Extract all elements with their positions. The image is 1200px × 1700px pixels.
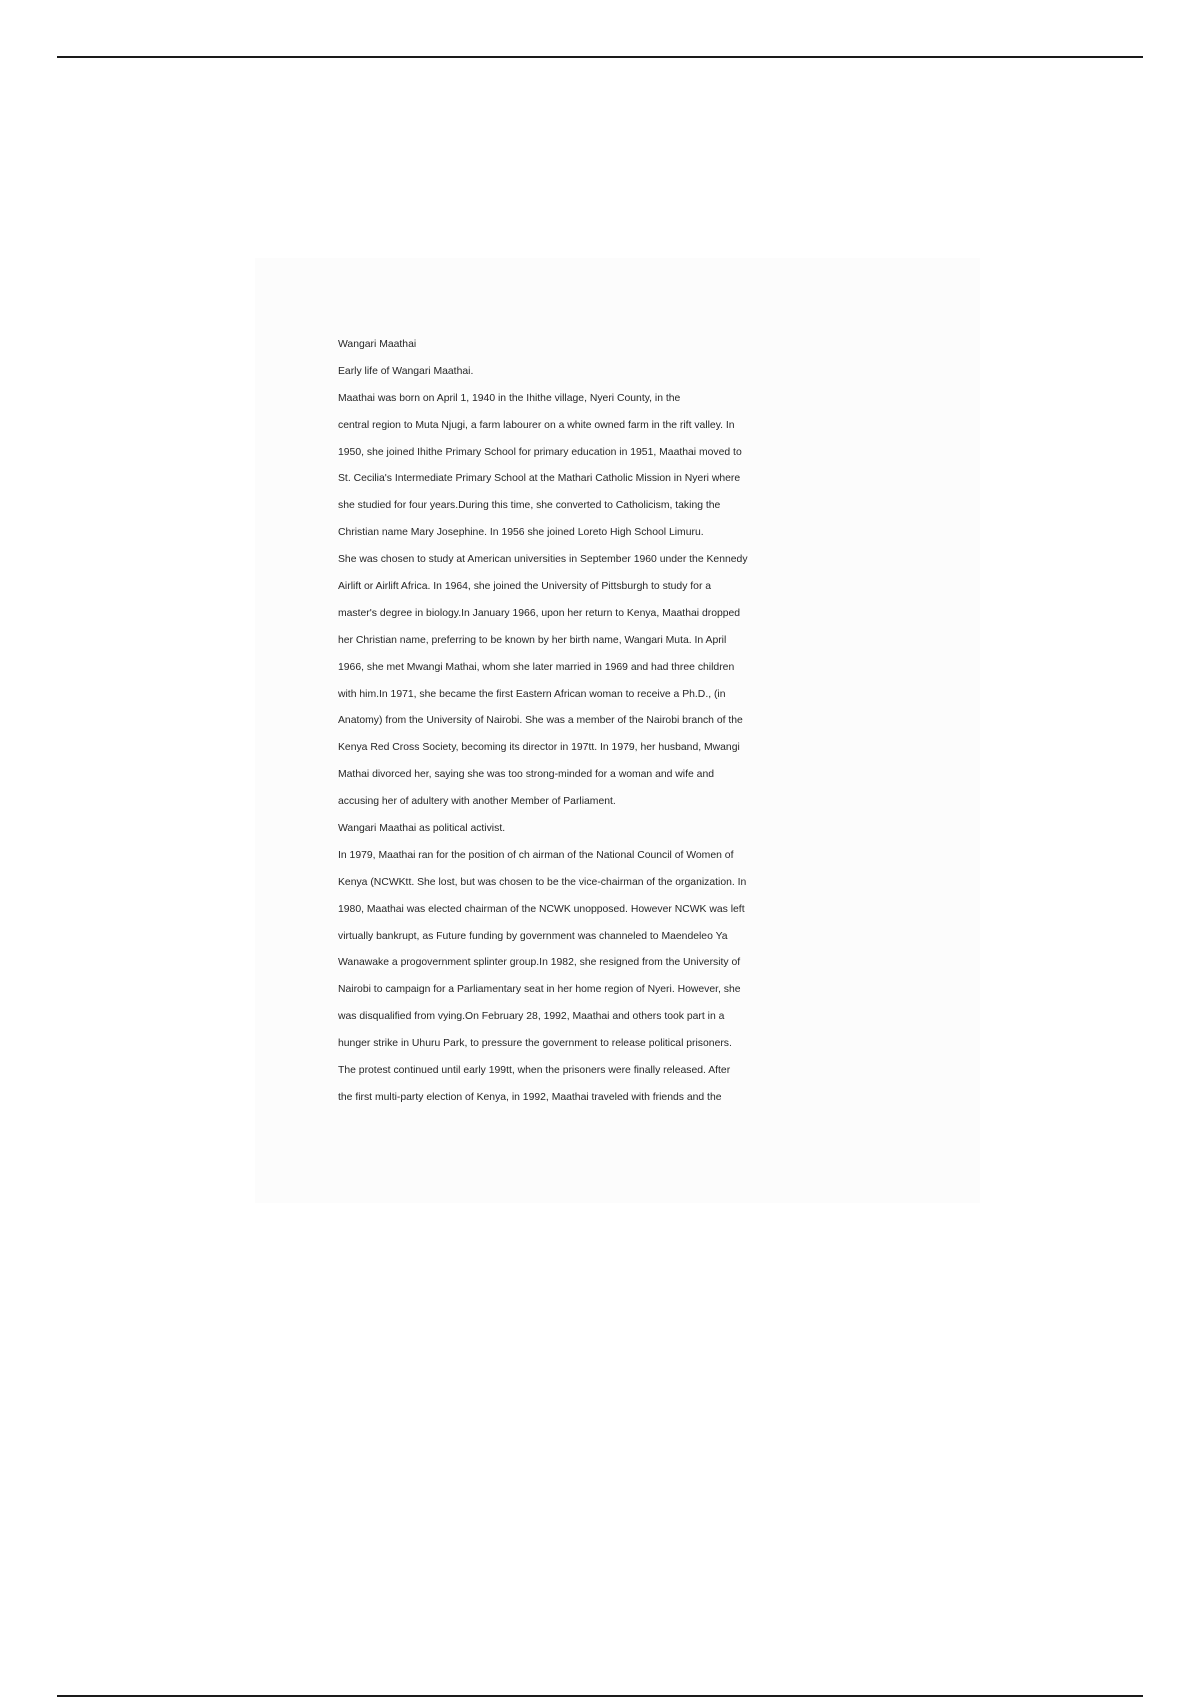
text-line: Airlift or Airlift Africa. In 1964, she joined the University of Pittsburgh to study for a	[338, 581, 712, 593]
text-line: accusing her of adultery with another Member of Parliament.	[338, 796, 616, 808]
text-line: The protest continued until early 199tt, when the prisoners were finally released. After	[338, 1065, 731, 1077]
text-line: master's degree in biology.In January 1966, upon her return to Kenya, Maathai dropped	[338, 607, 741, 619]
scanned-page	[255, 258, 980, 1203]
text-line: she studied for four years.During this time, she converted to Catholicism, taking the	[338, 500, 721, 512]
text-line: virtually bankrupt, as Future funding by government was channeled to Maendeleo Ya	[338, 930, 728, 942]
text-line: hunger strike in Uhuru Park, to pressure the government to release political prisoners.	[338, 1038, 732, 1050]
text-line: 1950, she joined Ihithe Primary School for primary education in 1951, Maathai moved to	[338, 446, 742, 458]
text-line: Mathai divorced her, saying she was too strong-minded for a woman and wife and	[338, 769, 715, 781]
text-line: Kenya Red Cross Society, becoming its director in 197tt. In 1979, her husband, Mwangi	[338, 742, 740, 754]
text-line: Early life of Wangari Maathai.	[338, 365, 474, 377]
text-line: with him.In 1971, she became the first Eastern African woman to receive a Ph.D., (in	[338, 688, 726, 700]
text-line: Wanawake a progovernment splinter group.In 1982, she resigned from the University of	[338, 957, 741, 969]
top-rule	[57, 56, 1143, 58]
text-line: central region to Muta Njugi, a farm labourer on a white owned farm in the rift valley. In	[338, 419, 735, 431]
text-line: In 1979, Maathai ran for the position of ch airman of the National Council of Women of	[338, 849, 734, 861]
text-line: She was chosen to study at American universities in September 1960 under the Kennedy	[338, 554, 748, 566]
document-text	[338, 338, 838, 1118]
text-line: Nairobi to campaign for a Parliamentary seat in her home region of Nyeri. However, she	[338, 984, 741, 996]
text-line: Kenya (NCWKtt. She lost, but was chosen to be the vice-chairman of the organization. In	[338, 876, 747, 888]
document-title: Wangari Maathai	[338, 339, 417, 350]
text-line: Anatomy) from the University of Nairobi. She was a member of the Nairobi branch of the	[338, 715, 743, 727]
text-line: St. Cecilia's Intermediate Primary School at the Mathari Catholic Mission in Nyeri where	[338, 473, 741, 485]
text-line: 1966, she met Mwangi Mathai, whom she later married in 1969 and had three children	[338, 661, 735, 673]
text-line: 1980, Maathai was elected chairman of the NCWK unopposed. However NCWK was left	[338, 903, 745, 915]
text-line: was disqualified from vying.On February 28, 1992, Maathai and others took part in a	[338, 1011, 725, 1023]
text-line: Wangari Maathai as political activist.	[338, 823, 506, 835]
bottom-rule	[57, 1695, 1143, 1697]
text-line: Christian name Mary Josephine. In 1956 she joined Loreto High School Limuru.	[338, 527, 704, 539]
text-line: the first multi-party election of Kenya, in 1992, Maathai traveled with friends and the	[338, 1091, 722, 1103]
text-line: her Christian name, preferring to be known by her birth name, Wangari Muta. In April	[338, 634, 727, 646]
text-line: Maathai was born on April 1, 1940 in the Ihithe village, Nyeri County, in the	[338, 392, 681, 404]
